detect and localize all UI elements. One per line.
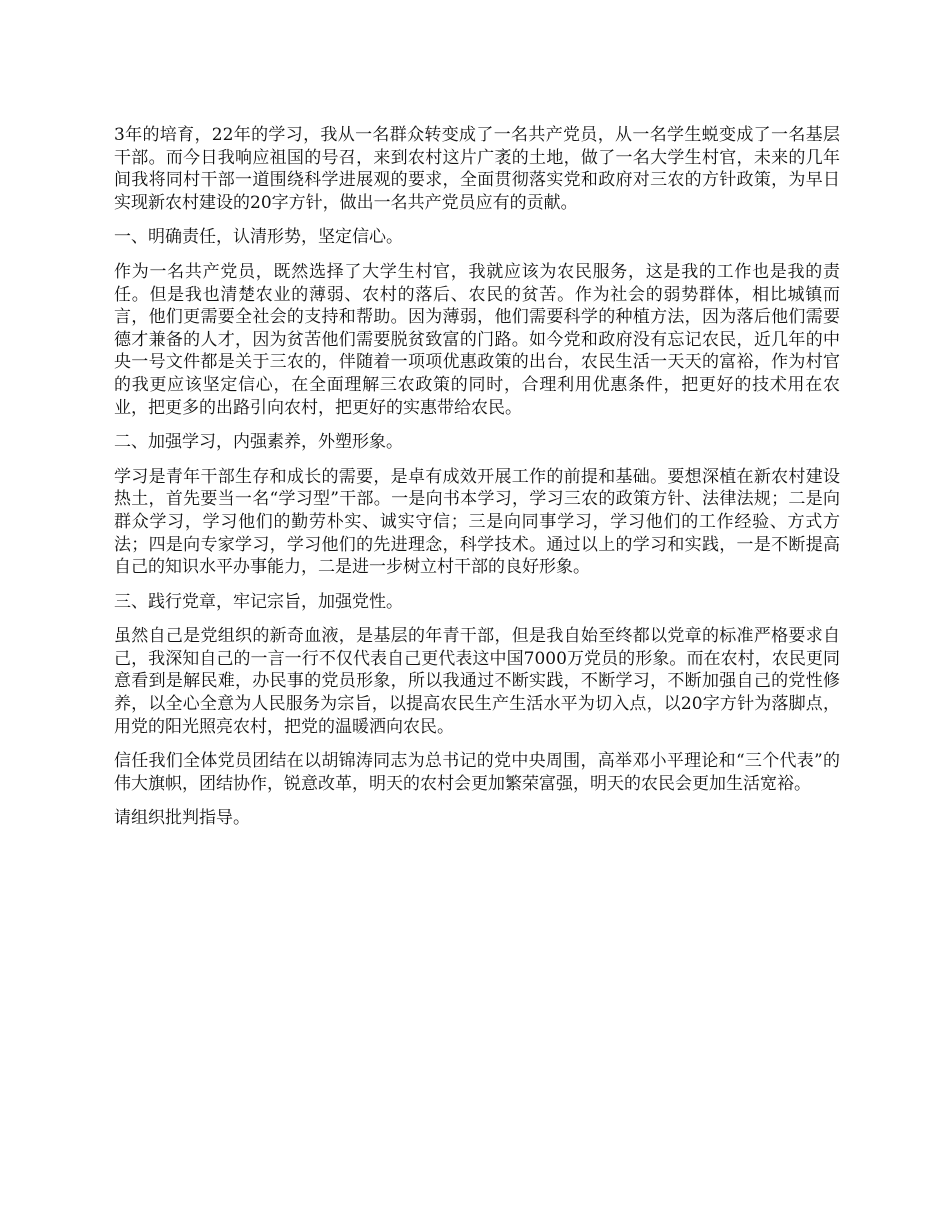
intro-paragraph: 3年的培育，22年的学习，我从一名群众转变成了一名共产党员，从一名学生蜕变成了一名基层干部。而今日我响应祖国的号召，来到农村这片广袤的土地，做了一名大学生村官，未来的几年间我将同村干部一道围绕科学进展观的要求，全面贯彻落实党和政府对三农的方针政策，为早日实现新农村建设的20字方针，做出一名共产党员应有的贡献。 [114,125,840,213]
section-heading-1: 一、明确责任，认清形势，坚定信心。 [114,227,403,248]
section-2-paragraph: 学习是青年干部生存和成长的需要，是卓有成效开展工作的前提和基础。要想深植在新农村建设热土，首先要当一名“学习型”干部。一是向书本学习，学习三农的政策方针、法律法规；二是向群众学习，学习他们的勤劳朴实、诚实守信；三是向同事学习，学习他们的工作经验、方式方法；四是向专家学习，学习他们的先进理念，科学技术。通过以上的学习和实践，一是不断提高自己的知识水平办事能力，二是进一步树立村干部的良好形象。 [114,466,840,578]
section-heading-2: 二、加强学习，内强素养，外塑形象。 [114,432,403,453]
section-3-paragraph: 虽然自己是党组织的新奇血液，是基层的年青干部，但是我自始至终都以党章的标准严格要求自己，我深知自己的一言一行不仅代表自己更代表这中国7000万党员的形象。而在农村，农民更同意看到是解民难，办民事的党员形象，所以我通过不断实践，不断学习，不断加强自己的党性修养，以全心全意为人民服务为宗旨，以提高农民生产生活水平为切入点，以20字方针为落脚点，用党的阳光照亮农村，把党的温暖洒向农民。 [114,626,840,737]
section-1-paragraph: 作为一名共产党员，既然选择了大学生村官，我就应该为农民服务，这是我的工作也是我的责任。但是我也清楚农业的薄弱、农村的落后、农民的贫苦。作为社会的弱势群体，相比城镇而言，他们更需要全社会的支持和帮助。因为薄弱，他们需要科学的种植方法，因为落后他们需要德才兼备的人才，因为贫苦他们需要脱贫致富的门路。如今党和政府没有忘记农民，近几年的中央一号文件都是关于三农的，伴随着一项项优惠政策的出台，农民生活一天天的富裕，作为村官的我更应该坚定信心，在全面理解三农政策的同时，合理利用优惠条件，把更好的技术用在农业，把更多的出路引向农村，把更好的实惠带给农民。 [114,261,840,418]
document-body [114,124,840,842]
section-heading-3: 三、践行党章，牢记宗旨，加强党性。 [114,591,403,612]
final-request: 请组织批判指导。 [114,808,250,829]
closing-paragraph: 信任我们全体党员团结在以胡锦涛同志为总书记的党中央周围，高举邓小平理论和“三个代表”的伟大旗帜，团结协作，锐意改革，明天的农村会更加繁荣富强，明天的农民会更加生活宽裕。 [114,751,840,794]
